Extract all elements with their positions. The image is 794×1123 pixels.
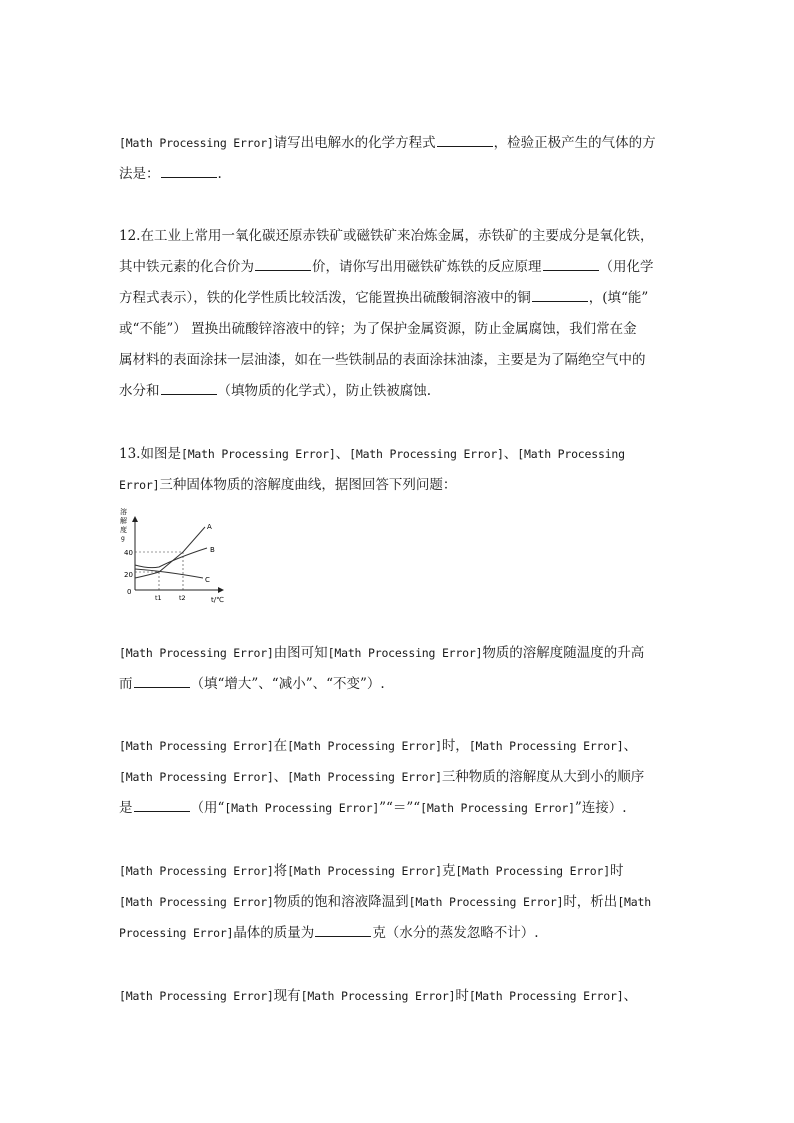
math-error-text: [Math Processing Error] bbox=[119, 895, 274, 909]
math-error-text: [Math Processing Error] bbox=[119, 989, 274, 1003]
text-segment: 、 bbox=[273, 769, 288, 785]
text-segment: 、 bbox=[503, 446, 518, 462]
math-error-text: [Math bbox=[617, 895, 651, 909]
text-segment: ，检验正极产生的气体的方 bbox=[493, 135, 656, 151]
y-axis-label bbox=[120, 507, 127, 542]
text-segment: 现有 bbox=[273, 988, 301, 1004]
question-13-part-1 bbox=[119, 638, 679, 700]
text-segment: 请写出电解水的化学方程式 bbox=[273, 135, 436, 151]
curve-c bbox=[135, 569, 203, 578]
text-segment: 由图可知 bbox=[273, 645, 328, 661]
text-line bbox=[119, 159, 679, 190]
math-error-text: [Math Processing Error] bbox=[119, 864, 274, 878]
text-segment: 克 bbox=[441, 863, 456, 879]
text-line bbox=[119, 314, 679, 345]
curve-b bbox=[135, 548, 207, 568]
text-segment: 而 bbox=[119, 676, 133, 692]
text-segment: 三种物质的溶解度从大到小的顺序 bbox=[441, 769, 645, 785]
origin-label: 0 bbox=[127, 588, 132, 596]
math-error-text: Error] bbox=[119, 478, 160, 492]
text-segment: . bbox=[217, 166, 222, 182]
answer-blank bbox=[161, 165, 217, 178]
text-line bbox=[119, 981, 679, 1012]
text-segment: 水分和 bbox=[119, 383, 160, 399]
solubility-curve-figure bbox=[119, 505, 229, 605]
answer-blank bbox=[134, 675, 190, 688]
math-error-text: [Math Processing Error] bbox=[408, 895, 564, 909]
y-axis-label-char: 解 bbox=[120, 517, 127, 525]
text-segment: ”连接）. bbox=[574, 800, 627, 816]
curve-label-c: C bbox=[205, 576, 210, 584]
text-segment: 晶体的质量为 bbox=[233, 925, 315, 941]
math-error-text: [Math Processing Error] bbox=[180, 447, 336, 461]
paragraph-electrolysis bbox=[119, 128, 679, 190]
text-segment: 法是： bbox=[119, 166, 160, 182]
question-13-intro bbox=[119, 439, 679, 501]
math-error-text: [Math Processing Error] bbox=[287, 864, 442, 878]
y-tick-40: 40 bbox=[124, 549, 133, 557]
text-line bbox=[119, 762, 679, 793]
text-segment: 时，析出 bbox=[563, 894, 618, 910]
x-axis-label: t/℃ bbox=[211, 596, 224, 604]
math-error-text: [Math Processing bbox=[517, 447, 625, 461]
text-segment: 12.在工业上常用一氧化碳还原赤铁矿或磁铁矿来冶炼金属，赤铁矿的主要成分是氧化铁， bbox=[119, 228, 654, 244]
text-segment: 将 bbox=[273, 863, 288, 879]
math-error-text: [Math Processing Error] bbox=[300, 989, 456, 1003]
answer-blank bbox=[543, 258, 599, 271]
x-tick-t2: t2 bbox=[179, 594, 186, 602]
answer-blank bbox=[437, 134, 493, 147]
math-error-text: [Math Processing Error] bbox=[468, 739, 624, 753]
text-line bbox=[119, 918, 679, 949]
answer-blank bbox=[255, 258, 311, 271]
question-13-part-3 bbox=[119, 856, 679, 949]
text-segment: ，(填“能” bbox=[588, 290, 649, 306]
text-segment: 时 bbox=[455, 988, 469, 1004]
text-segment: （填物质的化学式），防止铁被腐蚀. bbox=[217, 383, 432, 399]
math-error-text: [Math Processing Error] bbox=[119, 739, 274, 753]
text-segment: 克（水分的蒸发忽略不计）. bbox=[372, 925, 539, 941]
text-line bbox=[119, 345, 679, 376]
text-line bbox=[119, 252, 679, 283]
text-line bbox=[119, 128, 679, 159]
text-segment: 时 bbox=[609, 863, 624, 879]
text-segment: ”“＝”“ bbox=[379, 800, 421, 816]
text-segment: 物质的饱和溶液降温到 bbox=[273, 894, 409, 910]
math-error-text: Processing Error] bbox=[119, 926, 234, 940]
text-line bbox=[119, 283, 679, 314]
answer-blank bbox=[532, 289, 588, 302]
math-error-text: [Math Processing Error] bbox=[287, 739, 442, 753]
text-line bbox=[119, 439, 679, 470]
math-error-text: [Math Processing Error] bbox=[119, 136, 274, 150]
text-line bbox=[119, 470, 679, 501]
text-line bbox=[119, 731, 679, 762]
text-segment: 其中铁元素的化合价为 bbox=[119, 259, 254, 275]
math-error-text: [Math Processing Error] bbox=[119, 646, 274, 660]
curve-label-b: B bbox=[210, 546, 215, 554]
text-segment: （用“ bbox=[190, 800, 225, 816]
text-segment: 、 bbox=[335, 446, 350, 462]
text-segment: 物质的溶解度随温度的升高 bbox=[482, 645, 645, 661]
text-segment: 是 bbox=[119, 800, 133, 816]
text-segment: 、 bbox=[623, 988, 637, 1004]
answer-blank bbox=[161, 382, 217, 395]
text-line bbox=[119, 221, 679, 252]
answer-blank bbox=[315, 924, 371, 937]
text-segment: 在 bbox=[273, 738, 288, 754]
text-segment: （用化学 bbox=[599, 259, 654, 275]
y-axis-label-char: 度 bbox=[120, 526, 127, 534]
text-line bbox=[119, 669, 679, 700]
text-segment: 13.如图是 bbox=[119, 446, 181, 462]
math-error-text: [Math Processing Error] bbox=[349, 447, 504, 461]
question-13-part-4 bbox=[119, 981, 679, 1012]
question-13-part-2 bbox=[119, 731, 679, 824]
x-axis-arrow bbox=[218, 587, 224, 593]
curve-label-a: A bbox=[207, 523, 212, 531]
math-error-text: [Math Processing Error] bbox=[468, 989, 624, 1003]
y-axis-label-char: g bbox=[121, 535, 125, 542]
text-segment: 三种固体物质的溶解度曲线，据图回答下列问题： bbox=[159, 477, 457, 493]
text-line bbox=[119, 887, 679, 918]
math-error-text: [Math Processing Error] bbox=[287, 770, 442, 784]
x-tick-t1: t1 bbox=[155, 594, 162, 602]
text-line bbox=[119, 856, 679, 887]
text-segment: 价，请你写出用磁铁矿炼铁的反应原理 bbox=[312, 259, 542, 275]
text-segment: 时， bbox=[441, 738, 469, 754]
text-segment: （填“增大”、“减小”、“不变”）. bbox=[190, 676, 385, 692]
text-segment: 、 bbox=[623, 738, 637, 754]
math-error-text: [Math Processing Error] bbox=[420, 801, 575, 815]
question-12 bbox=[119, 221, 679, 407]
y-axis-label-char: 溶 bbox=[120, 508, 127, 516]
y-tick-20: 20 bbox=[124, 571, 133, 579]
y-axis-arrow bbox=[132, 516, 138, 522]
answer-blank bbox=[134, 799, 190, 812]
text-line bbox=[119, 793, 679, 824]
text-segment: 或“不能”） 置换出硫酸锌溶液中的锌；为了保护金属资源，防止金属腐蚀，我们常在金 bbox=[119, 321, 637, 337]
text-segment: 方程式表示），铁的化学性质比较活泼，它能置换出硫酸铜溶液中的铜 bbox=[119, 290, 531, 306]
math-error-text: [Math Processing Error] bbox=[455, 864, 610, 878]
text-segment: 属材料的表面涂抹一层油漆，如在一些铁制品的表面涂抹油漆，主要是为了隔绝空气中的 bbox=[119, 352, 646, 368]
text-line bbox=[119, 376, 679, 407]
math-error-text: [Math Processing Error] bbox=[327, 646, 483, 660]
math-error-text: [Math Processing Error] bbox=[119, 770, 274, 784]
math-error-text: [Math Processing Error] bbox=[224, 801, 380, 815]
text-line bbox=[119, 638, 679, 669]
